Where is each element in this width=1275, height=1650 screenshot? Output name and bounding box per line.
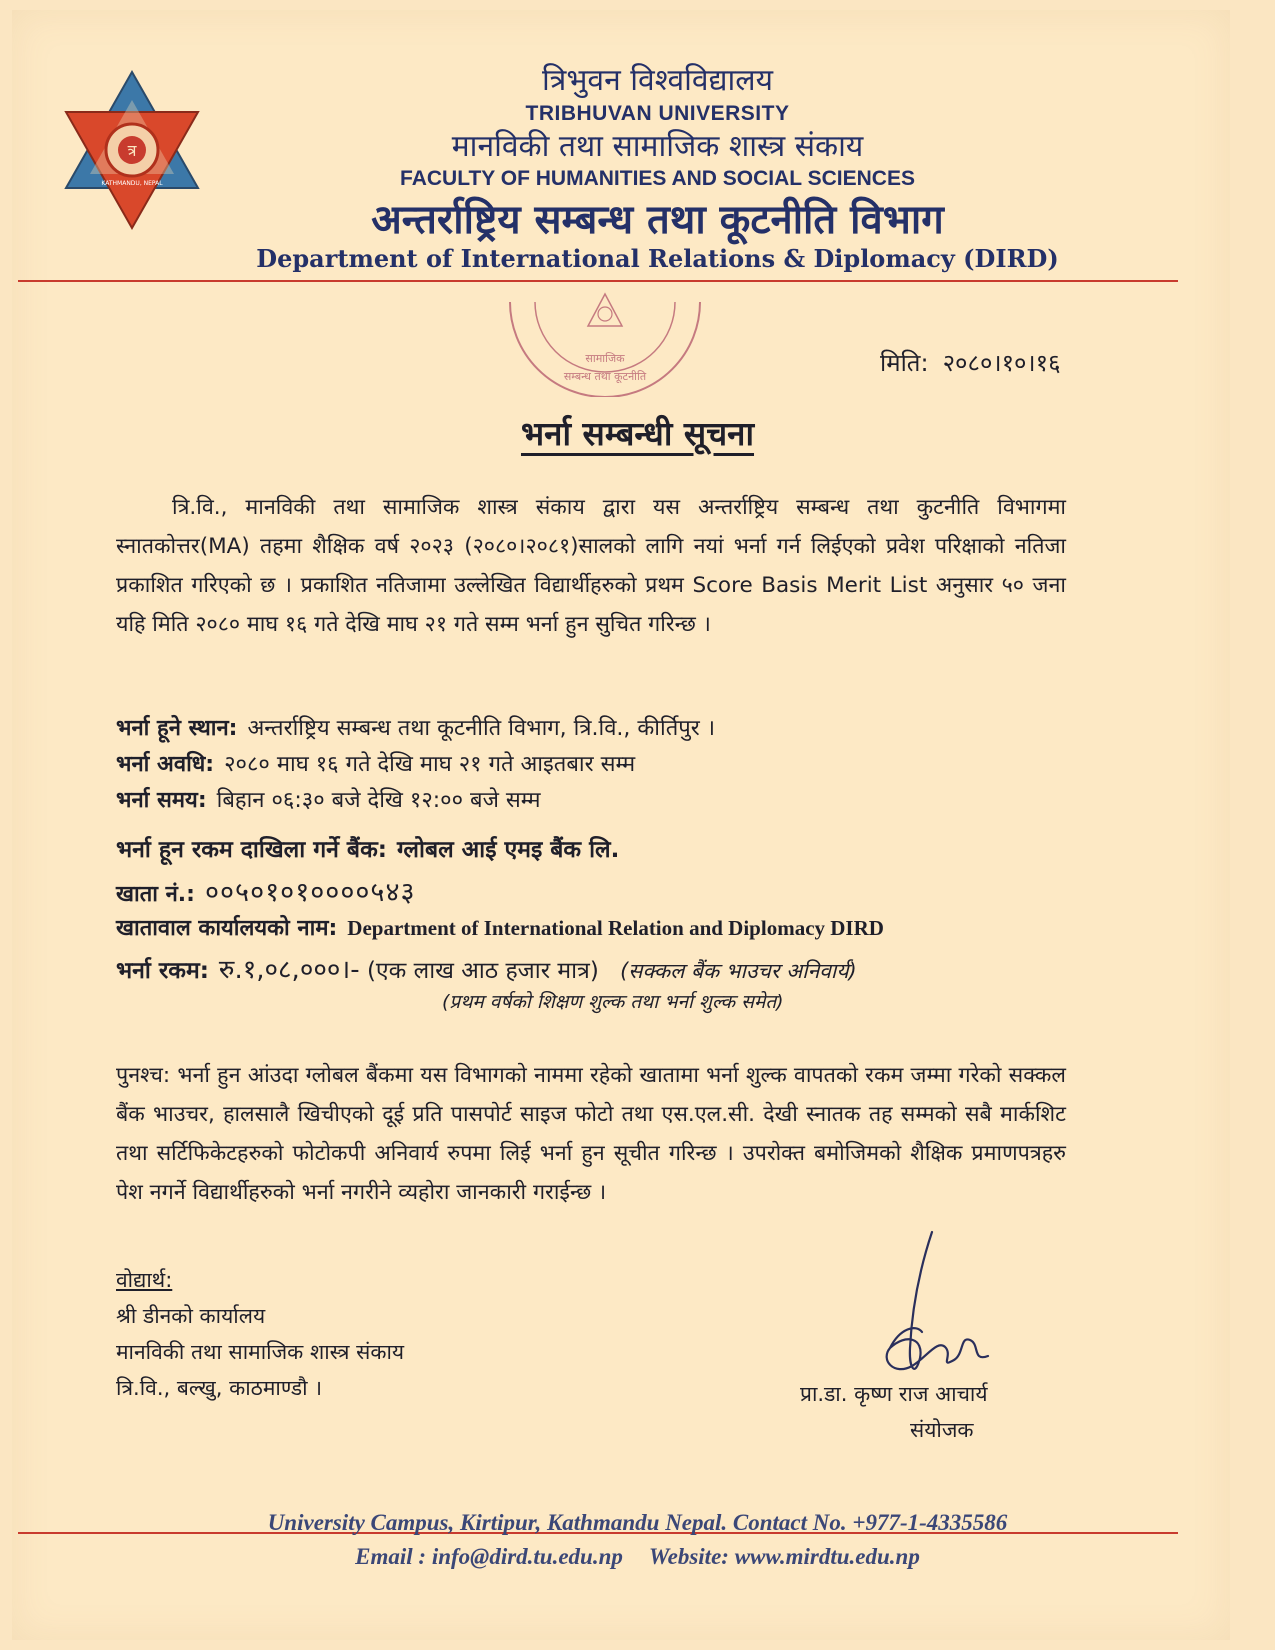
copy-to-block xyxy=(116,1262,404,1406)
footer-email[interactable]: Email : info@dird.tu.edu.np xyxy=(355,1544,623,1569)
university-name-en: TRIBHUVAN UNIVERSITY xyxy=(525,102,790,125)
place-value: अन्तर्राष्ट्रिय सम्बन्ध तथा कूटनीति विभाग, त्रि.वि., कीर्तिपुर । xyxy=(247,716,716,741)
footer-website[interactable]: Website: www.mirdtu.edu.np xyxy=(648,1544,920,1569)
period-value: २०८० माघ १६ गते देखि माघ २१ गते आइतबार सम्म xyxy=(224,752,636,777)
copy-to-line: त्रि.वि., बल्खु, काठमाण्डौ । xyxy=(116,1376,323,1400)
faculty-name-np: मानविकी तथा सामाजिक शास्त्र संकाय xyxy=(451,129,864,164)
handwritten-signature xyxy=(860,1228,1000,1398)
copy-to-line: श्री डीनको कार्यालय xyxy=(116,1304,266,1328)
footer-contact xyxy=(0,1544,1275,1570)
amount-value: रु.१,०८,०००।- xyxy=(218,955,360,985)
svg-text:सम्बन्ध तथा कूटनीति: सम्बन्ध तथा कूटनीति xyxy=(563,370,647,383)
place-label: भर्ना हूने स्थान: xyxy=(116,716,238,741)
copy-to-heading: वोद्यार्थ: xyxy=(116,1268,173,1292)
account-value: ००५०१०१००००५४३ xyxy=(204,877,416,908)
svg-text:सामाजिक: सामाजिक xyxy=(585,352,625,365)
faculty-name-en: FACULTY OF HUMANITIES AND SOCIAL SCIENCES xyxy=(400,167,915,190)
amount-note: (सक्कल बैंक भाउचर अनिवार्य) xyxy=(620,959,857,983)
account-holder xyxy=(116,912,884,942)
department-name-np: अन्तर्राष्ट्रिय सम्बन्ध तथा कूटनीति विभाग xyxy=(371,197,944,243)
account-number xyxy=(116,872,416,909)
notice-paragraph-1: त्रि.वि., मानविकी तथा सामाजिक शास्त्र संकाय द्वारा यस अन्तर्राष्ट्रिय सम्बन्ध तथा कुटनीति विभागमा स्नातकोत्तर(MA) तहमा शैक्षिक वर्ष २०२३ (२०८०।२०८१)सालको लागि नयां भर्ना गर्न लिईएको प्रवेश परिक्षाको नतिजा प्रकाशित गरिएको छ । प्रकाशित नतिजामा उल्लेखित विद्यार्थीहरुको प्रथम Score Basis Merit List अनुसार ५० जना यहि मिति २०८० माघ १६ गते देखि माघ २१ गते सम्म भर्ना हुन सुचित गरिन्छ । xyxy=(116,495,1066,637)
header-divider xyxy=(18,280,1178,282)
period-label: भर्ना अवधि: xyxy=(116,752,215,777)
svg-text:KATHMANDU, NEPAL: KATHMANDU, NEPAL xyxy=(101,180,163,187)
deposit-bank xyxy=(116,832,619,864)
amount-note-secondary: (प्रथम वर्षको शिक्षण शुल्क तथा भर्ना शुल्क समेत) xyxy=(442,991,784,1013)
admission-time xyxy=(116,784,541,814)
university-name-np: त्रिभुवन विश्वविद्यालय xyxy=(541,63,774,98)
department-name-en: Department of International Relations & Diplomacy (DIRD) xyxy=(256,244,1059,273)
amount-label: भर्ना रकम: xyxy=(116,958,209,984)
account-label: खाता नं.: xyxy=(116,882,195,907)
copy-to-line: मानविकी तथा सामाजिक शास्त्र संकाय xyxy=(116,1340,405,1364)
admission-place xyxy=(116,712,715,742)
admission-amount xyxy=(116,950,857,986)
footer-address: University Campus, Kirtipur, Kathmandu Nepal. Contact No. +977-1-4335586 xyxy=(267,1510,1008,1535)
holder-value: Department of International Relation and Diplomacy DIRD xyxy=(347,916,884,940)
time-value: बिहान ०६:३० बजे देखि १२:०० बजे सम्म xyxy=(216,788,541,813)
svg-text:त्र: त्र xyxy=(127,141,137,160)
notice-paragraph-2: पुनश्च: भर्ना हुन आंउदा ग्लोबल बैंकमा यस विभागको नाममा रहेको खातामा भर्ना शुल्क वापतको रकम जम्मा गरेको सक्कल बैंक भाउचर, हालसालै खिचीएको दूई प्रति पासपोर्ट साइज फोटो तथा एस.एल.सी. देखी स्नातक तह सम्मको सबै मार्कशिट तथा सर्टिफिकेटहरुको फोटोकपी अनिवार्य रुपमा लिई भर्ना हुन सूचीत गरिन्छ । उपरोक्त बमोजिमको शैक्षिक प्रमाणपत्रहरु पेश नगर्ने विद्यार्थीहरुको भर्ना नगरीने व्यहोरा जानकारी गराईन्छ । xyxy=(116,1063,1066,1205)
notice-date xyxy=(880,346,1061,379)
notice-title: भर्ना सम्बन्धी सूचना xyxy=(520,414,755,453)
admission-period xyxy=(116,748,635,778)
date-value: २०८०।१०।१६ xyxy=(942,349,1061,377)
holder-label: खातावाल कार्यालयको नाम: xyxy=(116,916,338,941)
bank-value: ग्लोबल आई एमइ बैंक लि. xyxy=(396,837,620,863)
signatory-name: प्रा.डा. कृष्ण राज आचार्य xyxy=(800,1382,988,1406)
amount-words: (एक लाख आठ हजार मात्र) xyxy=(366,958,599,984)
time-label: भर्ना समय: xyxy=(116,788,207,813)
bank-label: भर्ना हून रकम दाखिला गर्ने बैंक: xyxy=(116,837,387,863)
signatory-role: संयोजक xyxy=(910,1418,974,1442)
date-label: मिति: xyxy=(880,349,929,377)
department-seal-stamp xyxy=(500,292,710,397)
